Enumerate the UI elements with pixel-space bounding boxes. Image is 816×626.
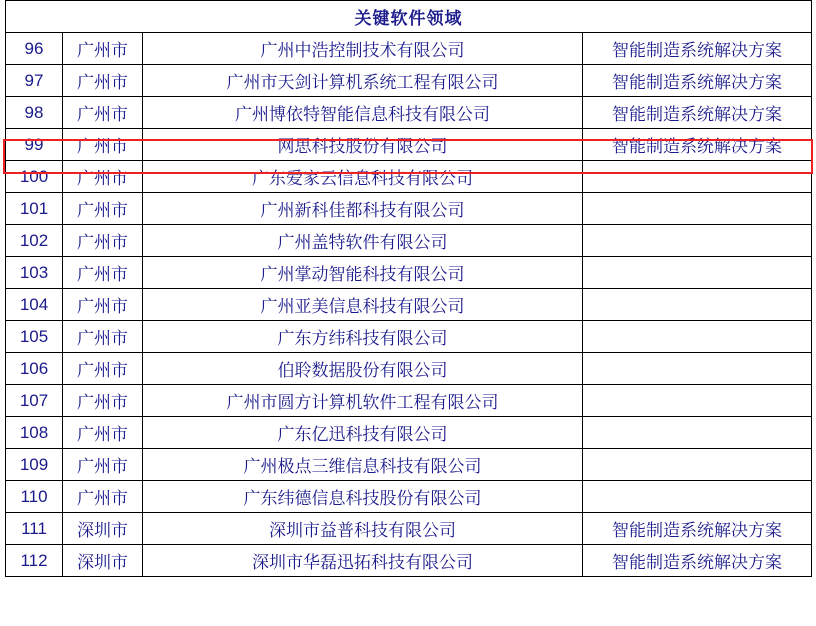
row-index: 104 xyxy=(6,289,63,321)
row-city: 广州市 xyxy=(63,129,143,161)
table-row xyxy=(6,225,812,257)
row-field xyxy=(583,225,812,257)
row-field xyxy=(583,161,812,193)
row-city: 广州市 xyxy=(63,385,143,417)
table-row xyxy=(6,481,812,513)
row-index: 97 xyxy=(6,65,63,97)
row-field xyxy=(583,481,812,513)
row-index: 100 xyxy=(6,161,63,193)
row-company-name: 深圳市华磊迅拓科技有限公司 xyxy=(143,545,583,577)
row-city: 广州市 xyxy=(63,97,143,129)
row-city: 广州市 xyxy=(63,353,143,385)
row-company-name: 广东纬德信息科技股份有限公司 xyxy=(143,481,583,513)
row-index: 103 xyxy=(6,257,63,289)
row-index: 107 xyxy=(6,385,63,417)
row-city: 深圳市 xyxy=(63,545,143,577)
row-index: 112 xyxy=(6,545,63,577)
row-company-name: 广州市圆方计算机软件工程有限公司 xyxy=(143,385,583,417)
row-city: 广州市 xyxy=(63,481,143,513)
row-company-name: 广东方纬科技有限公司 xyxy=(143,321,583,353)
row-company-name: 网思科技股份有限公司 xyxy=(143,129,583,161)
row-index: 108 xyxy=(6,417,63,449)
table-row xyxy=(6,33,812,65)
row-city: 广州市 xyxy=(63,321,143,353)
page-title: 关键软件领域 xyxy=(6,1,812,33)
row-company-name: 广州盖特软件有限公司 xyxy=(143,225,583,257)
company-list-table xyxy=(5,0,812,577)
row-city: 广州市 xyxy=(63,257,143,289)
row-field: 智能制造系统解决方案 xyxy=(583,129,812,161)
table-row xyxy=(6,257,812,289)
table-row xyxy=(6,449,812,481)
row-city: 广州市 xyxy=(63,65,143,97)
row-field: 智能制造系统解决方案 xyxy=(583,65,812,97)
row-field xyxy=(583,353,812,385)
table-row xyxy=(6,321,812,353)
row-field xyxy=(583,417,812,449)
row-company-name: 广东亿迅科技有限公司 xyxy=(143,417,583,449)
table-row xyxy=(6,353,812,385)
row-city: 广州市 xyxy=(63,33,143,65)
table-row xyxy=(6,97,812,129)
row-index: 102 xyxy=(6,225,63,257)
row-index: 110 xyxy=(6,481,63,513)
row-company-name: 广州博依特智能信息科技有限公司 xyxy=(143,97,583,129)
row-company-name: 广州市天剑计算机系统工程有限公司 xyxy=(143,65,583,97)
row-city: 广州市 xyxy=(63,193,143,225)
row-index: 101 xyxy=(6,193,63,225)
table-row xyxy=(6,513,812,545)
row-city: 深圳市 xyxy=(63,513,143,545)
row-field xyxy=(583,385,812,417)
row-field: 智能制造系统解决方案 xyxy=(583,33,812,65)
table-row xyxy=(6,161,812,193)
row-field xyxy=(583,193,812,225)
table-title-row xyxy=(6,1,812,33)
row-field: 智能制造系统解决方案 xyxy=(583,513,812,545)
row-index: 105 xyxy=(6,321,63,353)
row-city: 广州市 xyxy=(63,225,143,257)
row-company-name: 广州亚美信息科技有限公司 xyxy=(143,289,583,321)
row-field: 智能制造系统解决方案 xyxy=(583,545,812,577)
table-row xyxy=(6,193,812,225)
table-row xyxy=(6,545,812,577)
row-company-name: 深圳市益普科技有限公司 xyxy=(143,513,583,545)
table-body xyxy=(6,1,812,577)
row-field: 智能制造系统解决方案 xyxy=(583,97,812,129)
table-row-highlighted xyxy=(6,129,812,161)
row-index: 111 xyxy=(6,513,63,545)
row-index: 109 xyxy=(6,449,63,481)
row-city: 广州市 xyxy=(63,449,143,481)
row-company-name: 广州新科佳都科技有限公司 xyxy=(143,193,583,225)
row-city: 广州市 xyxy=(63,417,143,449)
row-field xyxy=(583,321,812,353)
row-field xyxy=(583,257,812,289)
table-row xyxy=(6,385,812,417)
row-index: 98 xyxy=(6,97,63,129)
table-row xyxy=(6,289,812,321)
row-company-name: 广州中浩控制技术有限公司 xyxy=(143,33,583,65)
row-company-name: 广州极点三维信息科技有限公司 xyxy=(143,449,583,481)
row-city: 广州市 xyxy=(63,161,143,193)
row-company-name: 广州掌动智能科技有限公司 xyxy=(143,257,583,289)
row-field xyxy=(583,449,812,481)
row-company-name: 广东爱家云信息科技有限公司 xyxy=(143,161,583,193)
table-row xyxy=(6,65,812,97)
row-index: 106 xyxy=(6,353,63,385)
row-company-name: 伯聆数据股份有限公司 xyxy=(143,353,583,385)
row-city: 广州市 xyxy=(63,289,143,321)
table-row xyxy=(6,417,812,449)
row-field xyxy=(583,289,812,321)
row-index: 96 xyxy=(6,33,63,65)
row-index: 99 xyxy=(6,129,63,161)
